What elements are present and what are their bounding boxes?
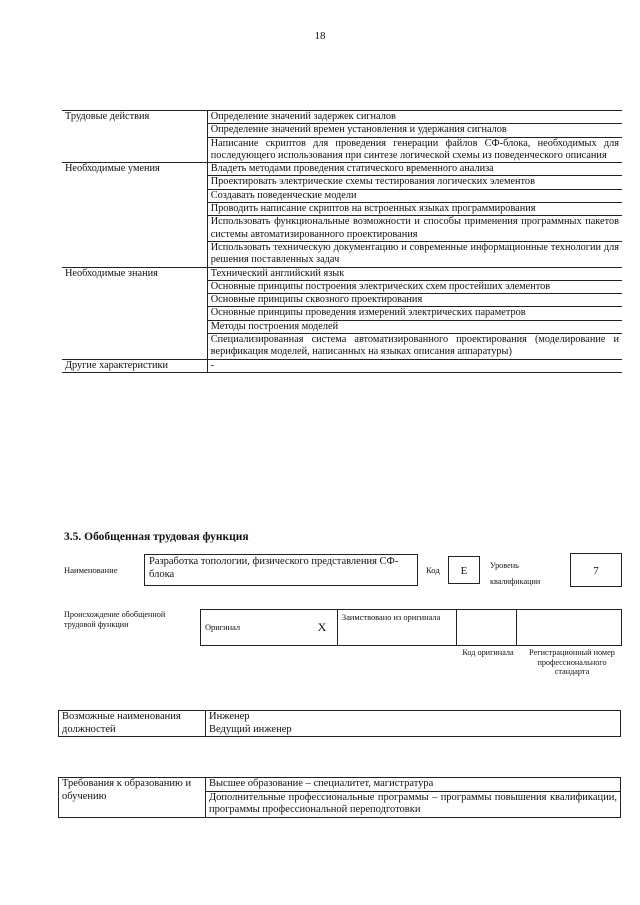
competency-item: Технический английский язык: [207, 267, 622, 280]
education-item: Высшее образование – специалитет, магистратура: [206, 778, 620, 792]
positions-label: Возможные наименования должностей: [59, 711, 206, 737]
reg-number-caption: Регистрационный номер профессионального стандарта: [529, 648, 615, 677]
competency-group-label: Другие характеристики: [62, 359, 207, 372]
name-value: Разработка топологии, физического представления СФ-блока: [149, 556, 399, 580]
competency-item: Основные принципы сквозного проектирования: [207, 294, 622, 307]
borrowed-label: Заимствовано из оригинала: [338, 610, 457, 646]
origin-label: Происхождение обобщенной трудовой функции: [64, 610, 166, 629]
competency-item: Основные принципы построения электрических схем простейших элементов: [207, 280, 622, 293]
competency-table: [62, 110, 622, 373]
level-label: Уровень квалификации: [490, 561, 541, 586]
competency-item: Проектировать электрические схемы тестирования логических элементов: [207, 176, 622, 189]
competency-item: Написание скриптов для проведения генерации файлов СФ-блока, необходимых для последующего использования при синтезе логической схемы из поведенческого описания: [207, 137, 622, 163]
competency-item: Создавать поведенческие модели: [207, 189, 622, 202]
position-item: Ведущий инженер: [209, 723, 292, 735]
education-list: [206, 778, 621, 818]
name-label: Наименование: [64, 565, 118, 575]
competency-group-label: Трудовые действия: [62, 111, 207, 163]
original-label: Оригинал: [201, 610, 308, 646]
education-table: [58, 777, 621, 818]
education-item: Дополнительные профессиональные программы – программы повышения квалификации, программы профессиональной переподготовки: [209, 791, 617, 816]
page-number: 18: [314, 30, 326, 42]
competency-item: Использовать техническую документацию и современные информационные технологии для решения поставленных задач: [207, 241, 622, 267]
competency-group-label: Необходимые умения: [62, 163, 207, 267]
competency-item: Определение значений времен установления и удержания сигналов: [207, 124, 622, 137]
education-label: Требования к образованию и обучению: [59, 778, 206, 818]
positions-table: [58, 710, 621, 737]
level-value: 7: [570, 553, 622, 587]
origin-table: [200, 609, 622, 646]
competency-item: Методы построения моделей: [207, 320, 622, 333]
competency-item: Определение значений задержек сигналов: [207, 111, 622, 124]
name-value-box: [144, 554, 418, 586]
code-value: E: [448, 556, 480, 584]
reg-number-cell: [517, 610, 622, 646]
position-item: Инженер: [209, 711, 250, 722]
competency-item: -: [207, 359, 622, 372]
section-heading: 3.5. Обобщенная трудовая функция: [64, 531, 249, 543]
competency-item: Специализированная система автоматизированного проектирования (моделирование и верификация моделей, написанных на языках описания аппаратуры): [207, 334, 622, 360]
code-label: Код: [426, 565, 440, 575]
competency-item: Использовать функциональные возможности и способы применения программных пакетов системы автоматизированного проектирования: [207, 216, 622, 242]
competency-group-label: Необходимые знания: [62, 267, 207, 359]
competency-item: Основные принципы проведения измерений электрических параметров: [207, 307, 622, 320]
positions-list: [206, 711, 621, 737]
competency-item: Проводить написание скриптов на встроенных языках программирования: [207, 203, 622, 216]
original-mark: X: [307, 610, 338, 646]
original-code-cell: [457, 610, 517, 646]
original-code-caption: Код оригинала: [462, 648, 514, 657]
competency-item: Владеть методами проведения статического временного анализа: [207, 163, 622, 176]
